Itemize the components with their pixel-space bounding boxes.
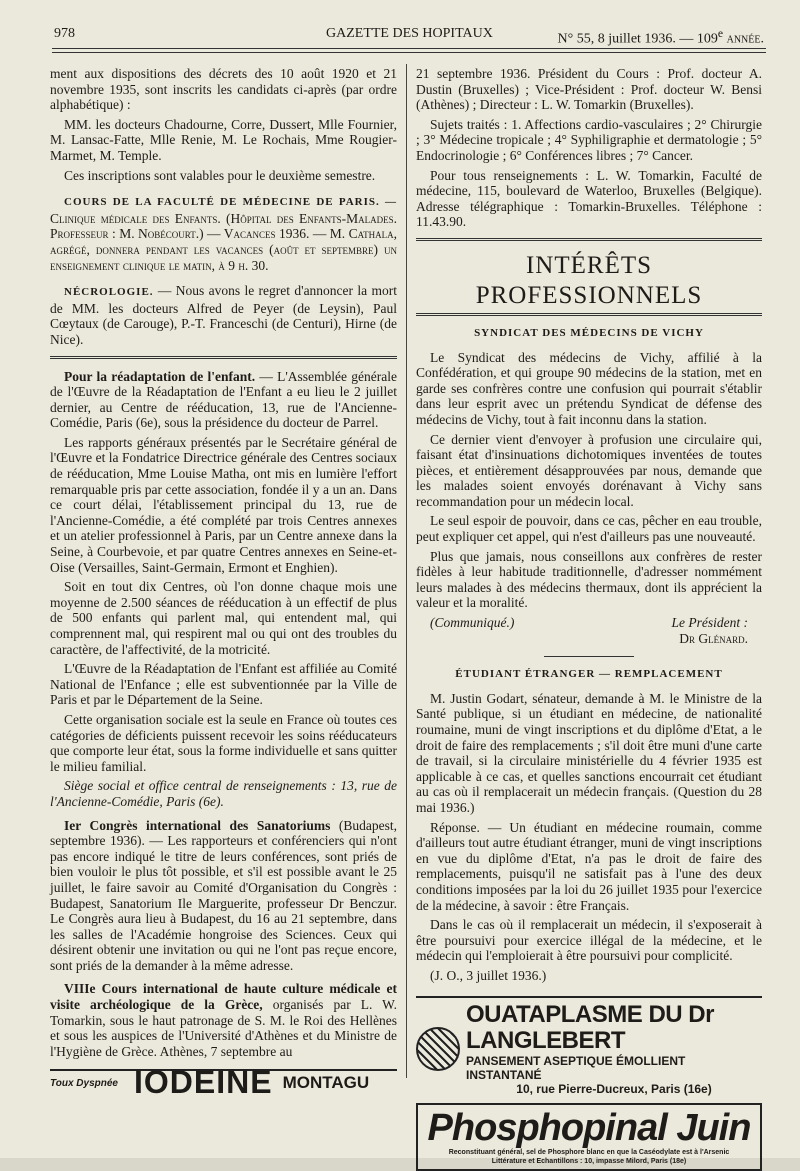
ouataplasme-tagline: PANSEMENT ASEPTIQUE ÉMOLLIENT INSTANTANÉ [466,1053,686,1082]
paragraph: Sujets traités : 1. Affections cardio-vasculaires ; 2° Chirurgie ; 3° Médecine tropicale ; 4° Syphiligraphie et dermatologie ; 5° Endocrinologie ; 6° Conférences libres ; 7° Cancer. [416,116,762,163]
ouataplasme-advertisement [416,996,762,1098]
paragraph: MM. les docteurs Chadourne, Corre, Dussert, Mlle Fournier, M. Lansac-Fatte, Mlle Renie, M. Le Rochais, Mme Rougier-Marmet, M. Temple. [50,116,397,163]
phosphopinal-tagline: Reconstituant général, sel de Phosphore blanc en que la Caséodylate est à l'Arsenic [448,1149,730,1157]
paragraph: Ces inscriptions sont valables pour le deuxième semestre. [64,167,376,183]
section-title: INTÉRÊTS PROFESSIONNELS [475,251,703,309]
necrologie-notice: NÉCROLOGIE. — Nous avons le regret d'annoncer la mort de MM. les docteurs Alfred de Peyer (de Leysin), Paul Cœytaux (de Carouge), P.-T. Franceschi (de Centuri), Hirne (de Nice). [50,283,397,347]
communique-label: (Communiqué.) [430,615,515,631]
paragraph: (J. O., 3 juillet 1936.) [430,967,547,983]
paragraph: ment aux dispositions des décrets des 10 août 1920 et 21 novembre 1935, sont inscrits les candidats ci-après (par ordre alphabétique) : [50,66,397,113]
header-rule [52,48,766,53]
paragraph: Les rapports généraux présentés par le Secrétaire général de l'Œuvre et la Fondatrice Directrice générale des Centres sociaux de rééducation, Mme Louise Matha, ont mis en lumière l'effort remarquable pris par cette association, fondée il y a un an. Dans ce court délai, l'établissement principal du 13, rue de l'Ancienne-Comédie, a été complété par trois Centres annexes et un atelier professionnel à Paris, par un Centre annexe dans la Seine, à Courbevoie, et par quatre Centres annexes en Seine-et-Oise (Versailles, Saint-Germain, Ermont et Enghien). [50,434,397,575]
iodeine-tagline: Toux Dyspnée [50,1077,118,1089]
left-column [50,66,397,1118]
iodeine-maker: MONTAGU [282,1073,370,1093]
short-separator [544,656,634,657]
journal-title: GAZETTE DES HOPITAUX [326,26,493,41]
syndicat-heading: SYNDICAT DES MÉDECINS DE VICHY [474,326,704,339]
paragraph: L'Œuvre de la Réadaptation de l'Enfant est affiliée au Comité National de l'Enfance ; elle est subventionnée par la Ville de Paris et par le Département de la Seine. [50,661,397,708]
page-header [54,26,764,47]
readaptation-paragraph: Pour la réadaptation de l'enfant. — L'Assemblée générale de l'Œuvre de la Réadaptation de l'Enfant a eu lieu le 2 juillet dernier, au Centre de rééducation, 13, rue de l'Ancienne-Comédie, Paris (6e), sous la présidence du docteur de Parrel. [50,368,397,431]
paragraph: Siège social et office central de renseignements : 13, rue de l'Ancienne-Comédie, Paris (6e). [50,778,397,809]
paragraph: Soit en tout dix Centres, où l'on donne chaque mois une moyenne de 2.500 séances de rééducation à un effectif de plus de 500 enfants qui parlent mal, qui entendent mal, qui comprennent mal, qui respirent mal ou qui ont des troubles du caractère, de l'affectivité, de la motricité. [50,579,397,657]
paragraph: Cette organisation sociale est la seule en France où toutes ces catégories de déficients puissent recevoir les soins rééducateurs que comporte leur état, sous la forme individuelle et sans quitter le milieu familial. [50,711,397,774]
paragraph: 21 septembre 1936. Président du Cours : Prof. docteur A. Dustin (Bruxelles) ; Vice-Président : Prof. docteur W. Bensi (Athènes) ; Directeur : L. W. Tomarkin (Bruxelles). [416,66,762,113]
paragraph: Dans le cas où il remplacerait un médecin, il s'exposerait à être poursuivi pour exercice illégal de la médecine, et le médecin qui l'emploierait à être poursuivi pour complicité. [416,917,762,964]
paragraph: Le Syndicat des médecins de Vichy, affilié à la Confédération, et qui groupe 90 médecins de la station, met en garde ses confrères contre une confusion qui pourrait s'établir dans leur esprit avec un prétendu Syndicat de défense des médecins de Vichy, tout à fait inconnu dans la station. [416,349,762,427]
signatory: Le Président : Dr Glénard. [671,615,748,646]
paragraph: Pour tous renseignements : L. W. Tomarkin, Faculté de médecine, 115, boulevard de Waterloo, Bruxelles (Belgique). Adresse télégraphique : Tomarkin-Bruxelles. Téléphone : 11.43.90. [416,167,762,230]
etudiant-heading: ÉTUDIANT ÉTRANGER — REMPLACEMENT [455,668,723,681]
column-divider [406,64,407,1078]
phosphopinal-address: Littérature et Echantillons : 10, impasse Milord, Paris (18e) [491,1158,687,1166]
globe-logo-icon [416,1027,460,1071]
ouataplasme-title: OUATAPLASME DU Dr LANGLEBERT [466,1000,714,1054]
paragraph: M. Justin Godart, sénateur, demande à M. le Ministre de la Santé publique, si un étudiant en médecine, de nationalité roumaine, muni de vingt inscriptions et du diplôme d'Etat, a le droit de faire des remplacements ; s'il doit être muni d'une carte de travail, si la circulaire ministérielle du 4 février 1935 est applicable à ce cas, et quelles sanctions encourrait cet étudiant au cas où il remplacerait un médecin français. (Question du 28 mai 1936.) [416,690,762,815]
phosphopinal-advertisement [416,1103,762,1171]
paragraph: Ce dernier vient d'envoyer à profusion une circulaire qui, faisant état d'insinuations dichotomiques inventées de toutes pièces, et entièrement désapprouvées par nous, demande que les malades soient envoyés dorénavant à Vichy sans recommandation pour un médecin local. [416,431,762,509]
paragraph: Plus que jamais, nous conseillons aux confrères de rester fidèles à leur habitude traditionnelle, d'adresser nommément leurs malades à des médecins thermaux, dont ils apprécient la valeur et la moralité. [416,548,762,611]
paragraph: Réponse. — Un étudiant en médecine roumain, comme d'ailleurs tout autre étudiant étranger, muni de vingt inscriptions en vue du diplôme d'Etat, n'a pas le droit de faire des remplacements, puisqu'il ne satisfait pas à l'une des deux conditions imposées par la loi du 26 juillet 1935 pour l'exercice de la médecine, à savoir : être Français. [416,819,762,913]
issue-info: N° 55, 8 juillet 1936. — 109e année. [557,27,764,47]
ouataplasme-address: 10, rue Pierre-Ducreux, Paris (16e) [516,1081,712,1096]
section-separator [50,356,397,359]
section-separator [416,238,762,241]
cours-notice: COURS DE LA FACULTÉ DE MÉDECINE DE PARIS. — Clinique médicale des Enfants. (Hôpital des Enfants-Malades. Professeur : M. Nobécourt.) — Vacances 1936. — M. Cathala, agrégé, donnera pendant les vacances (août et septembre) un enseignement clinique le matin, à 9 h. 30. [50,196,397,273]
viii-cours-paragraph: VIIIe Cours international de haute culture médicale et visite archéologique de la Grèce, organisés par L. W. Tomarkin, sous le haut patronage de S. M. le Roi des Hellènes et sous les auspices de l'Université d'Athènes et du Ministre de l'Hygiène de Grèce. Athènes, 7 septembre au [50,981,397,1059]
paragraph: Le seul espoir de pouvoir, dans ce cas, pêcher en eau trouble, peut expliquer cet appel, qui n'est d'ailleurs pas une nouveauté. [416,513,762,545]
iodeine-brand: IODEINE [133,1064,273,1101]
sanatoriums-paragraph: Ier Congrès international des Sanatoriums (Budapest, septembre 1936). — Les rapporteurs et conférenciers qui n'ont pas encore indiqué le titre de leurs conférences, sont priés de bien vouloir le plus tôt possible, et s'il est possible avant le 25 juillet, le faire savoir au Comité d'Organisation du Congrès : Budapest, Sanatorium Ile Marguerite, professeur Dr Benczur. Le Congrès aura lieu à Budapest, du 16 au 21 septembre, dans les salles de l'Académie hongroise des Sciences. Ceux qui désirent obtenir une invitation ou qui ne l'ont pas reçue encore, sont priés de la demander à la même adresse. [50,817,397,973]
right-column [416,66,762,1166]
page-number: 978 [54,26,75,41]
section-separator [416,313,762,316]
iodeine-advertisement [50,1064,397,1101]
signature-line [416,615,762,646]
phosphopinal-title: Phosphopinal Juin [427,1107,751,1150]
